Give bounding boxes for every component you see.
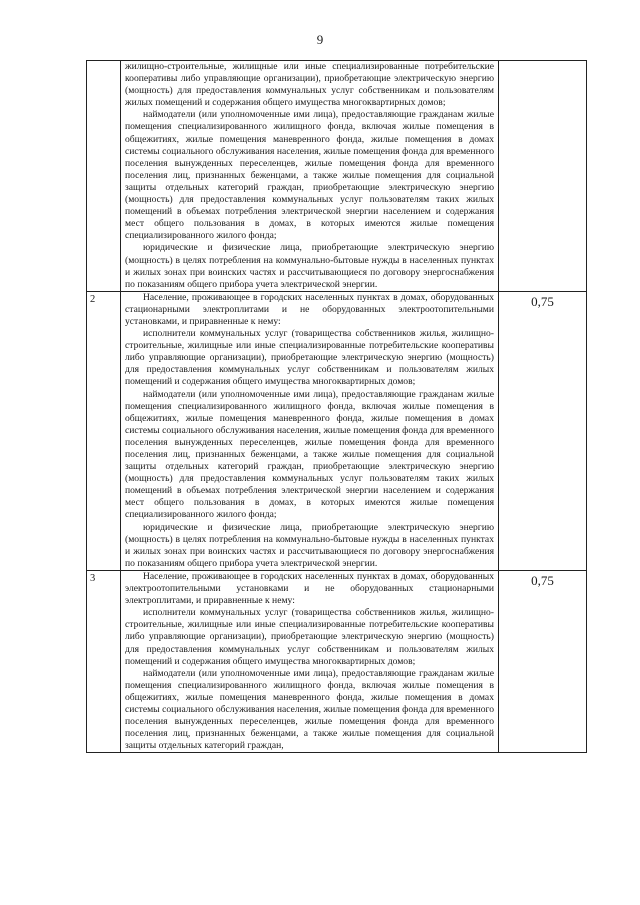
row-description bbox=[121, 570, 499, 752]
row-description bbox=[121, 61, 499, 292]
paragraph: юридические и физические лица, приобретающие электрическую энергию (мощность) в целях потребления на коммунально-бытовые нужды в населенных пунктах и жилых зонах при воинских частях и рассчитывающиеся по договору энергоснабжения по показаниям общего прибора учета электрической энергии. bbox=[125, 242, 494, 290]
paragraph: Население, проживающее в городских населенных пунктах в домах, оборудованных электроотопительными установками и не оборудованных стационарными электроплитами, и приравненные к нему: bbox=[125, 570, 494, 607]
table-row bbox=[87, 291, 587, 570]
row-value: 0,75 bbox=[499, 570, 587, 752]
paragraph: Население, проживающее в городских населенных пунктах в домах, оборудованных стационарными электроплитами и не оборудованных электроотопительными установками, и приравненные к нему: bbox=[125, 291, 494, 327]
row-value bbox=[499, 61, 587, 292]
row-description bbox=[121, 291, 499, 570]
row-number: 2 bbox=[87, 291, 121, 570]
row-number bbox=[87, 61, 121, 292]
row-value: 0,75 bbox=[499, 291, 587, 570]
tariff-table bbox=[86, 60, 587, 753]
table-row bbox=[87, 61, 587, 292]
paragraph: жилищно-строительные, жилищные или иные специализированные потребительские кооперативы либо управляющие организации), приобретающие электрическую энергию (мощность) для предоставления коммунальных услуг собственникам и пользователям жилых помещений и содержания общего имущества многоквартирных домов; bbox=[125, 61, 494, 109]
paragraph: наймодатели (или уполномоченные ими лица), предоставляющие гражданам жилые помещения специализированного жилищного фонда, включая жилые помещения в общежитиях, жилые помещения маневренного фонда, жилые помещения в домах системы социального обслуживания населения, жилые помещения фонда для временного поселения вынужденных переселенцев, жилые помещения фонда для временного поселения лиц, признанных беженцами, а также жилые помещения для социальной защиты отдельных категорий граждан, приобретающие электрическую энергию (мощность) для предоставления коммунальных услуг пользователям таких жилых помещений в объемах потребления электрической энергии населением и содержания мест общего пользования в домах, в которых имеются жилые помещения специализированного жилого фонда; bbox=[125, 388, 494, 521]
page-number: 9 bbox=[316, 32, 324, 47]
paragraph: исполнители коммунальных услуг (товарищества собственников жилья, жилищно-строительные, жилищные или иные специализированные потребительские кооперативы либо управляющие организации), приобретающие электрическую энергию (мощность) для предоставления коммунальных услуг собственникам и пользователям жилых помещений и содержания общего имущества многоквартирных домов; bbox=[125, 607, 494, 667]
table-row bbox=[87, 570, 587, 752]
paragraph: исполнители коммунальных услуг (товарищества собственников жилья, жилищно-строительные, жилищные или иные специализированные потребительские кооперативы либо управляющие организации), приобретающие электрическую энергию (мощность) для предоставления коммунальных услуг собственникам и пользователям жилых помещений и содержания общего имущества многоквартирных домов; bbox=[125, 328, 494, 388]
paragraph: юридические и физические лица, приобретающие электрическую энергию (мощность) в целях потребления на коммунально-бытовые нужды в населенных пунктах и жилых зонах при воинских частях и рассчитывающиеся по договору энергоснабжения по показаниям общего прибора учета электрической энергии. bbox=[125, 521, 494, 569]
paragraph: наймодатели (или уполномоченные ими лица), предоставляющие гражданам жилые помещения специализированного жилищного фонда, включая жилые помещения в общежитиях, жилые помещения маневренного фонда, жилые помещения в домах системы социального обслуживания населения, жилые помещения фонда для временного поселения вынужденных переселенцев, жилые помещения фонда для временного поселения лиц, признанных беженцами, а также жилые помещения для социальной защиты отдельных категорий граждан, приобретающие электрическую энергию (мощность) для предоставления коммунальных услуг пользователям таких жилых помещений в объемах потребления электрической энергии населением и содержания мест общего пользования в домах, в которых имеются жилые помещения специализированного жилого фонда; bbox=[125, 109, 494, 242]
paragraph: наймодатели (или уполномоченные ими лица), предоставляющие гражданам жилые помещения специализированного жилищного фонда, включая жилые помещения в общежитиях, жилые помещения маневренного фонда, жилые помещения в домах системы социального обслуживания населения, жилые помещения фонда для временного поселения вынужденных переселенцев, жилые помещения фонда для временного поселения лиц, признанных беженцами, а также жилые помещения для социальной защиты отдельных категорий граждан, bbox=[125, 667, 494, 752]
row-number: 3 bbox=[87, 570, 121, 752]
